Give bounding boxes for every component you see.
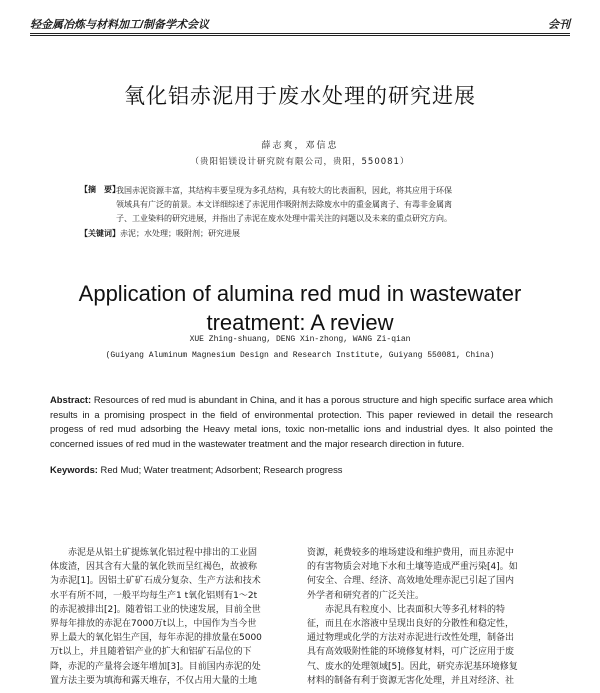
body-line: 界每年排放的赤泥在7000万t以上，中国作为当今世: [50, 618, 257, 629]
header-rule: [30, 33, 570, 34]
chinese-abstract-line: 子、工业染料的研究进展，并指出了赤泥在废水处理中需关注的问题以及未来的重点研究方向。: [116, 214, 452, 223]
header-rule-thin: [30, 35, 570, 36]
body-line: 置方法主要为填海和露天堆存，不仅占用大量的土地: [50, 675, 258, 686]
body-line: 的有害物质会对地下水和土壤等造成严重污染[4]。如: [307, 562, 518, 573]
chinese-abstract: [116, 184, 516, 226]
english-affiliation: (Guiyang Aluminum Magnesium Design and Research Institute, Guiyang 550081, China): [105, 351, 495, 360]
chinese-abstract-line: 我国赤泥资源丰富，其结构丰要呈现为多孔结构，具有较大的比表面积，因此，将其应用于环保: [116, 186, 452, 195]
english-authors: XUE Zhing-shuang, DENG Xin-zhong, WANG Zi-qian: [189, 335, 411, 344]
english-abstract-label: Abstract:: [50, 394, 92, 405]
english-abstract-text: Resources of red mud is abundant in China, and it has a porous structure and high specific surface area which results in a promising prospect in the field of environmental protection. This paper reviewed in detail the research progess of red mud adsorbing the Heavy metal ions, toxic non-metallic ions and industrial dyes. It also pointed the concerned issues of red mud in the wastewater treatment and the major research direction in future.: [50, 394, 553, 449]
body-line: 万t以上，并且随着铝产业的扩大和铝矿石品位的下: [50, 647, 252, 658]
body-line: 为赤泥[1]。因铝土矿矿石成分复杂、生产方法和技术: [50, 576, 261, 587]
chinese-title: 氧化铝赤泥用于废水处理的研究进展: [124, 84, 476, 108]
english-title-line-2: treatment: A review: [206, 310, 394, 335]
body-line: 具有高效吸附性能的环境修复材料，可广泛应用于废: [307, 647, 515, 658]
body-line: 水平有所不同，一般平均每生产1 t氧化铝则有1～2t: [50, 590, 258, 601]
running-header: [30, 16, 570, 34]
journal-name: 轻金属冶炼与材料加工/制备学术会议: [30, 19, 210, 31]
body-line: 降，赤泥的产量将会逐年增加[3]。目前国内赤泥的处: [50, 661, 261, 672]
body-line: 征，而且在水溶液中呈现出良好的分散性和稳定性，: [307, 618, 515, 629]
body-line: 的赤泥被排出[2]。随着铝工业的快速发展，目前全世: [50, 604, 261, 615]
body-line: 资源，耗费较多的堆场建设和维护费用，而且赤泥中: [307, 548, 515, 558]
english-abstract: [50, 393, 553, 451]
body-line: 体废渣，因其含有大量的氧化铁而呈红褐色，故被称: [50, 562, 258, 573]
chinese-authors: 薛志爽，邓信忠: [261, 141, 339, 151]
issue-label: 会刊: [548, 19, 570, 31]
body-column-right: [307, 546, 539, 688]
body-line: 通过物理或化学的方法对赤泥进行改性处理，制备出: [307, 633, 515, 644]
body-line: 界上最大的氧化铝生产国，每年赤泥的排放量在5000: [50, 633, 262, 644]
body-line: 气、废水的处理领域[5]。因此，研究赤泥基环境修复: [307, 661, 518, 672]
english-title: [0, 279, 600, 337]
chinese-abstract-line: 领域具有广泛的前景。本文详细综述了赤泥用作吸附剂去除废水中的重金属离子、有毒非金属离: [116, 200, 452, 209]
english-keywords-text: Red Mud; Water treatment; Adsorbent; Research progress: [100, 464, 343, 475]
english-keywords-label: Keywords:: [50, 464, 98, 475]
body-line: 材料的制备有利于资源无害化处理，并且对经济、社: [307, 675, 515, 686]
chinese-abstract-label: 【摘 要】: [80, 185, 120, 194]
chinese-affiliation: （贵阳铝镁设计研究院有限公司，贵阳，550081）: [190, 157, 410, 167]
chinese-keywords-text: 赤泥；水处理；吸附剂；研究进展: [120, 229, 240, 238]
body-column-left: [50, 546, 282, 688]
chinese-keywords-label: 【关键词】: [80, 229, 120, 238]
chinese-keywords: [80, 227, 520, 241]
body-line: 赤泥具有粒度小、比表面积大等多孔材料的特: [325, 604, 506, 615]
body-line: 赤泥是从铝土矿提炼氧化铝过程中排出的工业固: [68, 548, 258, 558]
english-keywords: [50, 463, 553, 477]
body-line: 何安全、合理、经济、高效地处理赤泥已引起了国内: [307, 576, 515, 587]
body-line: 外学者和研究者的广泛关注。: [307, 590, 425, 601]
english-title-line-1: Application of alumina red mud in wastewater: [78, 281, 522, 306]
